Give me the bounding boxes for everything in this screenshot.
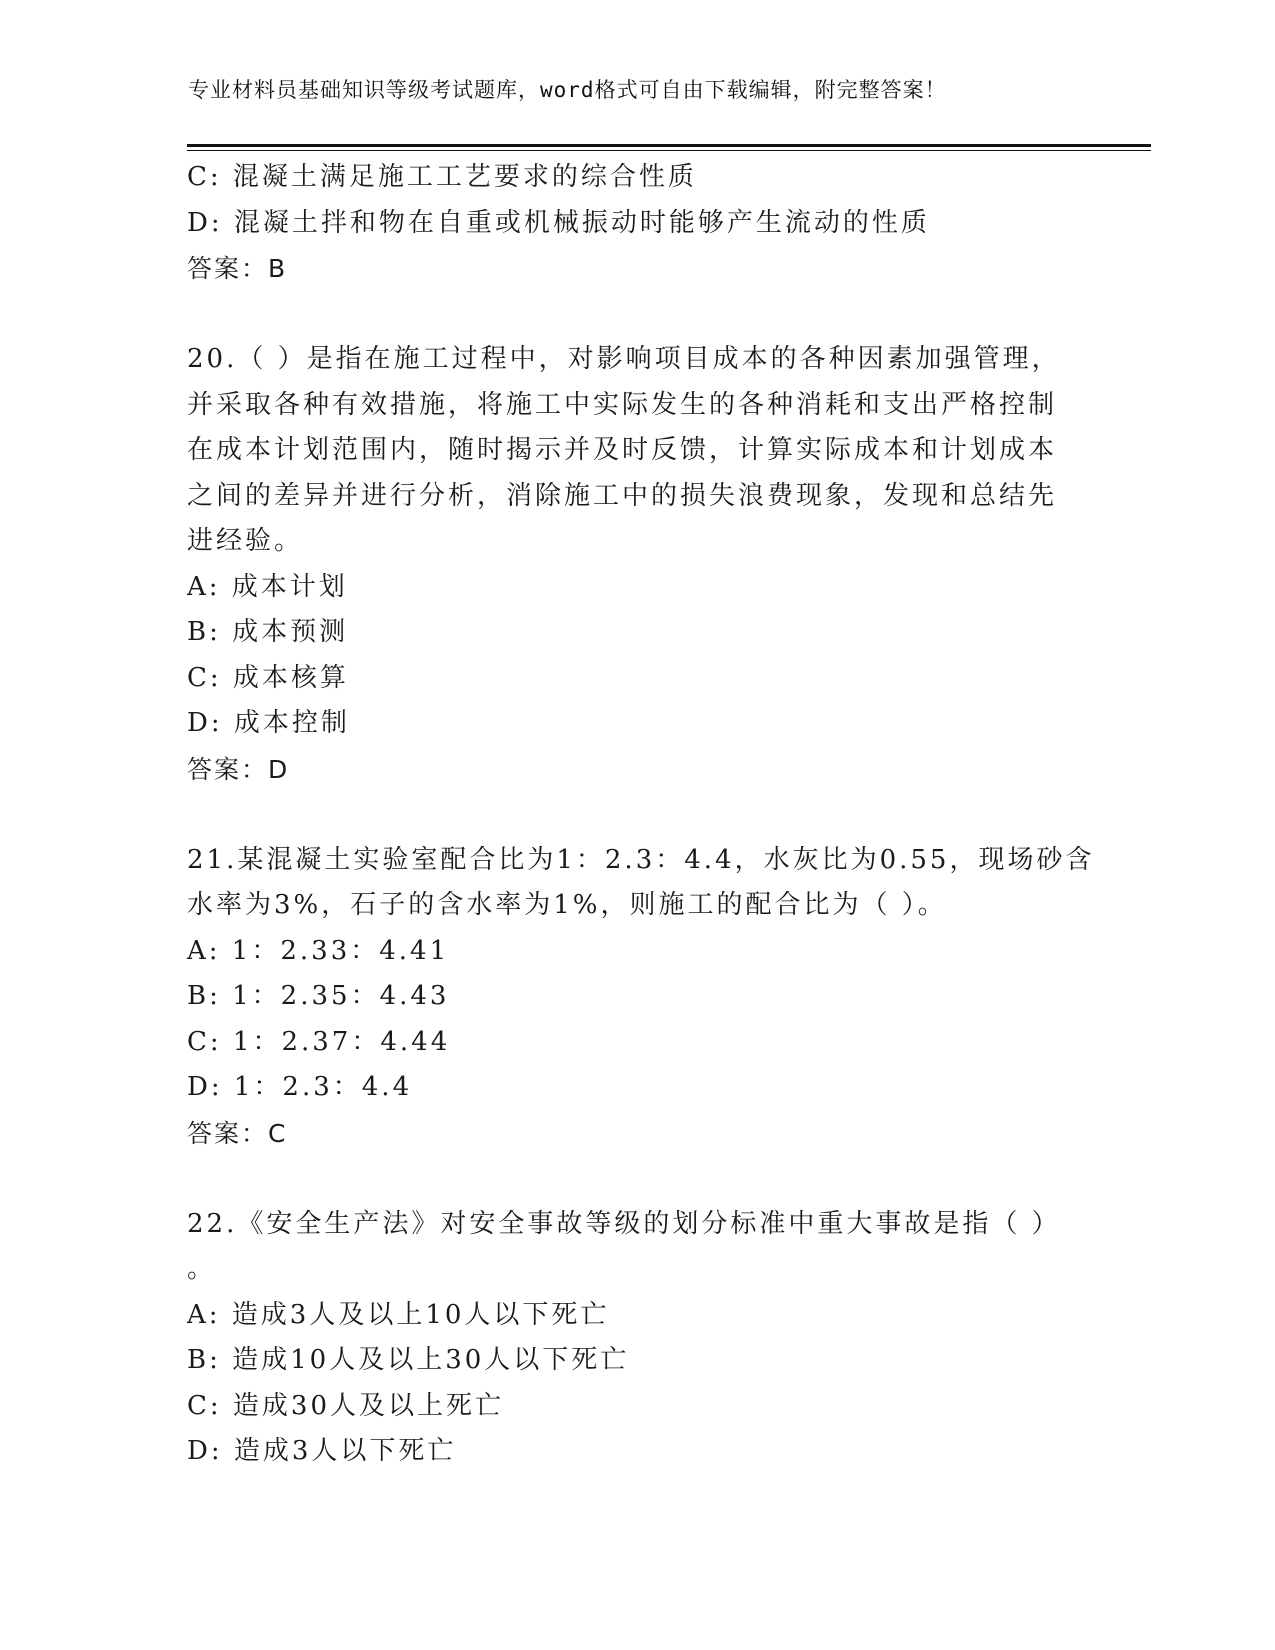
option-a: A: 成本计划: [187, 571, 348, 602]
question-20: [187, 337, 1087, 792]
option-b: B: 成本预测: [187, 617, 349, 647]
question-text-line: 21.某混凝土实验室配合比为1：2.3：4.4，水灰比为0.55，现场砂含: [187, 844, 1095, 875]
option-c: C: 成本核算: [187, 662, 349, 693]
question-19-tail: [187, 155, 1087, 292]
option-d: D: 混凝土拌和物在自重或机械振动时能够产生流动的性质: [187, 207, 930, 238]
option-a: A: 1：2.33：4.41: [187, 935, 450, 966]
answer-line: 答案：C: [187, 1118, 288, 1148]
answer-line: 答案：D: [187, 754, 290, 784]
question-text-line: 20.（ ）是指在施工过程中，对影响项目成本的各种因素加强管理，: [187, 344, 1061, 374]
option-d: D: 1：2.3：4.4: [187, 1072, 413, 1102]
question-content: [187, 155, 1095, 1475]
option-c: C: 混凝土满足施工工艺要求的综合性质: [187, 162, 697, 192]
question-text-line: 之间的差异并进行分析，消除施工中的损失浪费现象，发现和总结先: [187, 480, 1058, 511]
question-text-line: 22.《安全生产法》对安全事故等级的划分标准中重大事故是指（ ）: [187, 1208, 1061, 1239]
question-21: [187, 838, 1095, 1157]
option-b: B: 造成10人及以上30人以下死亡: [187, 1345, 630, 1375]
question-text-line: 进经验。: [187, 526, 304, 556]
spacer: [187, 792, 1087, 838]
question-text-line: 在成本计划范围内，随时揭示并及时反馈，计算实际成本和计划成本: [187, 435, 1058, 465]
option-a: A: 造成3人及以上10人以下死亡: [187, 1299, 610, 1330]
spacer: [187, 1156, 1087, 1202]
answer-line: 答案：B: [187, 254, 288, 283]
option-d: D: 造成3人以下死亡: [187, 1436, 457, 1466]
option-c: C: 1：2.37：4.44: [187, 1026, 451, 1057]
question-text-line: 并采取各种有效措施，将施工中实际发生的各种消耗和支出严格控制: [187, 389, 1058, 420]
spacer: [187, 292, 1087, 338]
option-c: C: 造成30人及以上死亡: [187, 1390, 505, 1421]
header-rule-thin: [187, 150, 1151, 151]
header-note: 专业材料员基础知识等级考试题库，word格式可自由下载编辑，附完整答案！: [188, 78, 947, 102]
question-text-line: 。: [187, 1254, 217, 1284]
question-22: [187, 1202, 1087, 1475]
option-b: B: 1：2.35：4.43: [187, 981, 450, 1011]
question-text-line: 水率为3%，石子的含水率为1%，则施工的配合比为（ ）。: [187, 890, 947, 920]
option-d: D: 成本控制: [187, 708, 350, 738]
header-rule-thick: [187, 144, 1151, 147]
